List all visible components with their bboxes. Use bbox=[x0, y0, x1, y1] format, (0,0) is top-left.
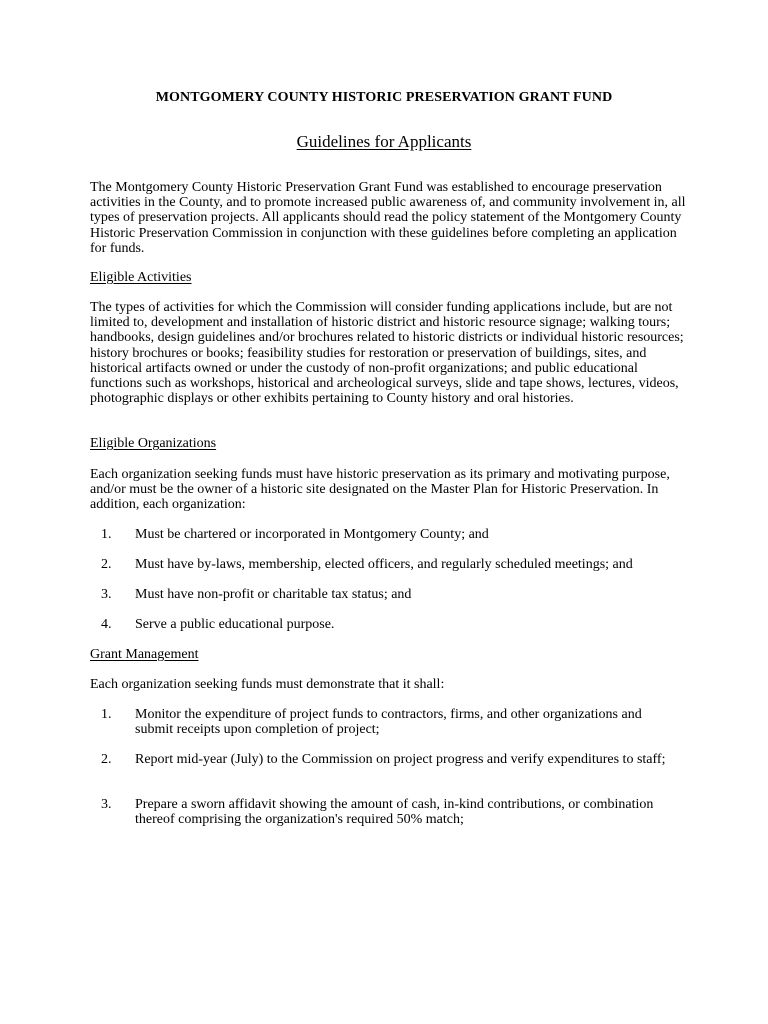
list-item-number: 2. bbox=[101, 557, 112, 572]
heading-eligible-activities: Eligible Activities bbox=[90, 270, 192, 285]
heading-grant-management: Grant Management bbox=[90, 647, 199, 662]
list-item-text: Must be chartered or incorporated in Montgomery County; and bbox=[135, 527, 489, 542]
list-item-text: Monitor the expenditure of project funds to contractors, firms, and other organizations and submit receipts upon completion of project; bbox=[135, 707, 642, 738]
intro-paragraph: The Montgomery County Historic Preservation Grant Fund was established to encourage preservation activities in the County, and to promote increased public awareness of, and community involvement in, all types of preservation projects. All applicants should read the policy statement of the Montgomery County Historic Preservation Commission in conjunction with these guidelines before completing an application for funds. bbox=[90, 180, 686, 256]
heading-eligible-organizations: Eligible Organizations bbox=[90, 436, 217, 451]
list-item-number: 3. bbox=[101, 587, 112, 602]
list-item-number: 1. bbox=[101, 527, 112, 542]
list-item-number: 2. bbox=[101, 752, 112, 767]
document-title: MONTGOMERY COUNTY HISTORIC PRESERVATION GRANT FUND bbox=[155, 90, 613, 105]
list-item-number: 1. bbox=[101, 707, 112, 722]
management-paragraph: Each organization seeking funds must demonstrate that it shall: bbox=[90, 677, 445, 692]
list-item-text: Serve a public educational purpose. bbox=[135, 617, 335, 632]
list-item-number: 3. bbox=[101, 797, 112, 812]
list-item-text: Prepare a sworn affidavit showing the amount of cash, in-kind contributions, or combination thereof comprising the organization's required 50% match; bbox=[135, 797, 654, 828]
organizations-paragraph: Each organization seeking funds must have historic preservation as its primary and motivating purpose, and/or must be the owner of a historic site designated on the Master Plan for Historic Preservation. In addition, each organization: bbox=[90, 467, 670, 513]
list-item-text: Report mid-year (July) to the Commission on project progress and verify expenditures to staff; bbox=[135, 752, 666, 767]
document-subtitle: Guidelines for Applicants bbox=[296, 132, 472, 151]
list-item-text: Must have non-profit or charitable tax status; and bbox=[135, 587, 412, 602]
list-item-text: Must have by-laws, membership, elected officers, and regularly scheduled meetings; and bbox=[135, 557, 633, 572]
list-item-number: 4. bbox=[101, 617, 112, 632]
activities-paragraph: The types of activities for which the Commission will consider funding applications include, but are not limited to, development and installation of historic district and historic resource signage; walking tours; handbooks, design guidelines and/or brochures related to historic districts or individual historic resources; history brochures or books; feasibility studies for restoration or preservation of buildings, sites, and historical artifacts owned or under the custody of non-profit organizations; and public educational functions such as workshops, historical and archeological surveys, slide and tape shows, lectures, videos, photographic displays or other exhibits pertaining to County history and oral histories. bbox=[90, 300, 684, 407]
